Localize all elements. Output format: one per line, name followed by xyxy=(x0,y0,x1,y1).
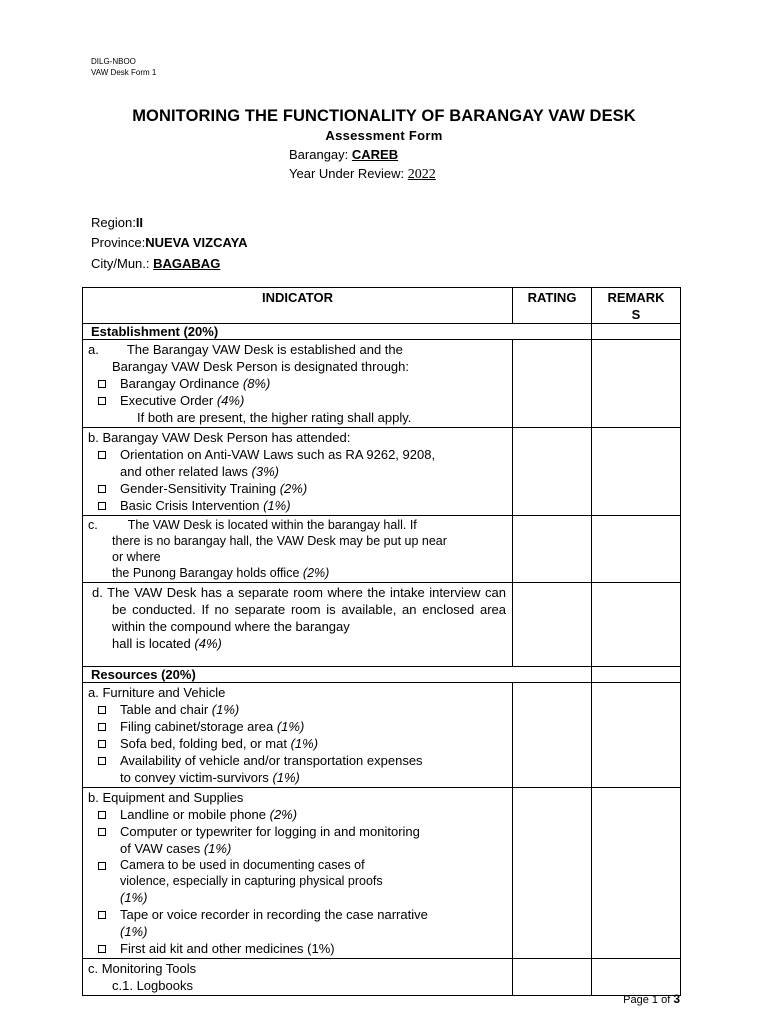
remarks-header-line1: REMARK xyxy=(607,290,665,305)
checkbox-item-cont: and other related laws (3%) xyxy=(120,464,279,479)
item-text: a. Furniture and Vehicle xyxy=(88,685,226,700)
checkbox-item: Tape or voice recorder in recording the case narrative xyxy=(88,906,506,923)
checkbox-icon xyxy=(98,706,106,714)
year-label: Year Under Review: xyxy=(289,166,405,181)
item-text: The VAW Desk is located within the barangay hall. If xyxy=(127,518,417,532)
city-line xyxy=(91,256,220,271)
remarks-cell xyxy=(592,959,681,996)
rating-cell xyxy=(513,428,592,516)
indicator-cell-a2 xyxy=(83,683,513,788)
checkbox-item: Filing cabinet/storage area (1%) xyxy=(88,718,506,735)
table-row xyxy=(83,683,681,788)
indicator-cell-c1 xyxy=(83,516,513,583)
checkbox-icon xyxy=(98,757,106,765)
section-establishment: Establishment (20%) xyxy=(83,324,592,340)
form-name: VAW Desk Form 1 xyxy=(91,68,157,77)
indicator-cell-c2 xyxy=(83,959,513,996)
indicator-cell-a1 xyxy=(83,340,513,428)
rating-cell xyxy=(513,959,592,996)
item-text: the Punong Barangay holds office (2%) xyxy=(112,566,330,580)
province-line xyxy=(91,235,248,250)
region-line xyxy=(91,215,143,230)
checkbox-item: Orientation on Anti-VAW Laws such as RA 9262, 9208, xyxy=(88,446,506,463)
remarks-header-line2: S xyxy=(631,307,641,322)
section-remarks-cell xyxy=(592,667,681,683)
barangay-label: Barangay: xyxy=(289,147,349,162)
section-resources: Resources (20%) xyxy=(83,667,592,683)
item-prefix: a. xyxy=(88,342,99,357)
checkbox-icon xyxy=(98,723,106,731)
checkbox-icon xyxy=(98,811,106,819)
remarks-cell xyxy=(592,340,681,428)
section-row-establishment xyxy=(83,324,681,340)
item-text: there is no barangay hall, the VAW Desk may be put up near xyxy=(112,534,447,548)
remarks-cell xyxy=(592,788,681,959)
checkbox-icon xyxy=(98,451,106,459)
indicator-cell-b2 xyxy=(83,788,513,959)
remarks-header xyxy=(592,288,681,324)
checkbox-icon xyxy=(98,380,106,388)
checkbox-item: Availability of vehicle and/or transportation expenses xyxy=(88,752,506,769)
checkbox-item-cont: violence, especially in capturing physical proofs xyxy=(120,874,383,888)
table-row xyxy=(83,788,681,959)
indicator-cell-b1 xyxy=(83,428,513,516)
province-label: Province: xyxy=(91,235,146,250)
item-text: b. Barangay VAW Desk Person has attended: xyxy=(88,430,351,445)
year-value: 2022 xyxy=(407,167,436,182)
table-row xyxy=(83,516,681,583)
item-text: c.1. Logbooks xyxy=(112,978,193,993)
year-line xyxy=(289,166,436,183)
item-text: The Barangay VAW Desk is established and the xyxy=(126,342,403,357)
remarks-cell xyxy=(592,683,681,788)
page-number xyxy=(623,992,680,1006)
table-row xyxy=(83,340,681,428)
item-note: If both are present, the higher rating shall apply. xyxy=(137,410,412,425)
barangay-value: CAREB xyxy=(351,147,399,162)
table-header-row xyxy=(83,288,681,324)
form-code: DILG-NBOO xyxy=(91,57,136,66)
remarks-cell xyxy=(592,516,681,583)
checkbox-item: First aid kit and other medicines (1%) xyxy=(88,940,506,957)
checkbox-item: Sofa bed, folding bed, or mat (1%) xyxy=(88,735,506,752)
page-prefix: Page 1 of xyxy=(623,994,671,1006)
checkbox-item-cont: (1%) xyxy=(120,924,148,939)
checkbox-icon xyxy=(98,862,106,870)
checkbox-icon xyxy=(98,397,106,405)
checkbox-item-cont: of VAW cases (1%) xyxy=(120,841,232,856)
assessment-table xyxy=(82,287,681,996)
rating-cell xyxy=(513,583,592,667)
province-value: NUEVA VIZCAYA xyxy=(145,235,248,250)
barangay-line xyxy=(289,147,398,162)
checkbox-icon xyxy=(98,740,106,748)
section-row-resources xyxy=(83,667,681,683)
remarks-cell xyxy=(592,428,681,516)
item-text: b. Equipment and Supplies xyxy=(88,790,244,805)
region-value: II xyxy=(135,215,144,230)
page-subtitle: Assessment Form xyxy=(325,128,443,143)
item-text: Barangay VAW Desk Person is designated through: xyxy=(112,359,409,374)
checkbox-item: Executive Order (4%) xyxy=(88,392,506,409)
page-total: 3 xyxy=(673,992,680,1006)
checkbox-item: Landline or mobile phone (2%) xyxy=(88,806,506,823)
table-row xyxy=(83,583,681,667)
indicator-cell-d1 xyxy=(83,583,513,667)
indicator-header: INDICATOR xyxy=(83,288,513,324)
item-prefix: c. xyxy=(88,518,98,532)
checkbox-item: Gender-Sensitivity Training (2%) xyxy=(88,480,506,497)
remarks-cell xyxy=(592,583,681,667)
city-label: City/Mun.: xyxy=(91,256,150,271)
checkbox-item-cont: to convey victim-survivors (1%) xyxy=(120,770,300,785)
item-text: hall is located (4%) xyxy=(112,636,222,651)
region-label: Region: xyxy=(91,215,136,230)
item-text: or where xyxy=(112,550,161,564)
rating-cell xyxy=(513,788,592,959)
page-title: MONITORING THE FUNCTIONALITY OF BARANGAY VAW DESK xyxy=(132,107,636,125)
checkbox-item: Basic Crisis Intervention (1%) xyxy=(88,497,506,514)
checkbox-item-cont: (1%) xyxy=(120,890,148,905)
item-text: c. Monitoring Tools xyxy=(88,961,197,976)
table-row xyxy=(83,959,681,996)
checkbox-item: Computer or typewriter for logging in and monitoring xyxy=(88,823,506,840)
section-remarks-cell xyxy=(592,324,681,340)
checkbox-icon xyxy=(98,911,106,919)
rating-cell xyxy=(513,516,592,583)
city-value: BAGABAG xyxy=(153,256,221,271)
checkbox-item: Barangay Ordinance (8%) xyxy=(88,375,506,392)
rating-header: RATING xyxy=(513,288,592,324)
item-text: d. The VAW Desk has a separate room where the intake interview can be conducted. If no separate room is available, an enclosed area within the compound where the barangay xyxy=(92,585,506,634)
checkbox-item: Table and chair (1%) xyxy=(88,701,506,718)
checkbox-icon xyxy=(98,502,106,510)
table-row xyxy=(83,428,681,516)
rating-cell xyxy=(513,683,592,788)
checkbox-icon xyxy=(98,485,106,493)
checkbox-item: Camera to be used in documenting cases of xyxy=(88,857,506,873)
checkbox-icon xyxy=(98,828,106,836)
checkbox-icon xyxy=(98,945,106,953)
rating-cell xyxy=(513,340,592,428)
